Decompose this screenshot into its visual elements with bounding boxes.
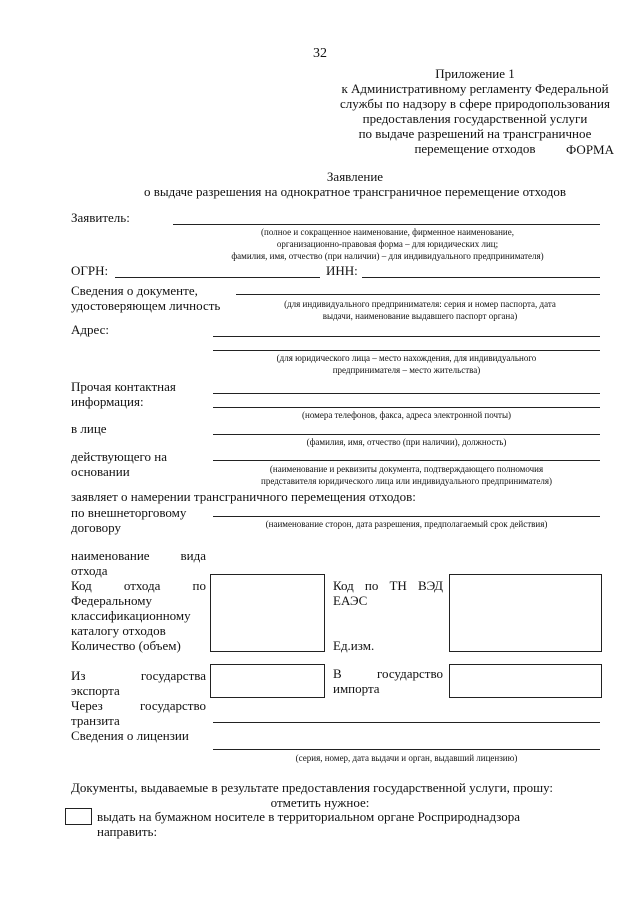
appendix-line1: Приложение 1 (435, 66, 515, 81)
contract-line2: договору (71, 520, 122, 535)
import-row (333, 666, 443, 681)
import-c: импорта (333, 681, 380, 696)
paper-option-checkbox[interactable] (65, 808, 92, 825)
contacts-field-1[interactable] (213, 393, 600, 394)
appendix-line2: к Административному регламенту Федеральной (341, 81, 609, 96)
basis-line1: действующего на (71, 449, 167, 464)
ogrn-label: ОГРН: (71, 263, 109, 278)
contract-label (71, 505, 186, 535)
declares-text: заявляет о намерении трансграничного перемещения отходов: (71, 489, 416, 504)
basis-label (71, 449, 167, 479)
license-hint: (серия, номер, дата выдачи и орган, выдавший лицензию) (295, 753, 518, 763)
fkko-a: Код (71, 578, 92, 593)
title-line1: Заявление (326, 169, 384, 184)
waste-name-a: наименование (71, 548, 150, 563)
unit-label: Ед.изм. (333, 638, 375, 653)
tnved-e: ЕАЭС (333, 593, 368, 608)
transit-a: Через (71, 698, 103, 713)
page-number: 32 (313, 46, 327, 61)
waste-name-row (71, 548, 206, 563)
appendix-line4: предоставления государственной услуги (362, 111, 588, 126)
tnved-code-box[interactable] (449, 574, 602, 652)
export-country-box[interactable] (210, 664, 325, 698)
import-country-box[interactable] (449, 664, 602, 698)
id-doc-hint (240, 298, 600, 322)
paper-option-label (97, 809, 520, 839)
contract-hint: (наименование сторон, дата разрешения, предполагаемый срок действия) (265, 519, 548, 529)
transit-b: государство (140, 698, 206, 713)
fkko-e: классификационному (71, 608, 191, 623)
person-field[interactable] (213, 434, 600, 435)
applicant-hint-line3: фамилия, имя, отчество (при наличии) – для индивидуального предпринимателя) (231, 251, 544, 261)
id-doc-field[interactable] (236, 294, 600, 295)
tnved-d: ВЭД (417, 578, 443, 593)
person-label: в лице (71, 421, 107, 436)
id-doc-label (71, 283, 220, 313)
license-label: Сведения о лицензии (71, 728, 189, 743)
basis-hint-line2: представителя юридического лица или индивидуального предпринимателя) (261, 476, 552, 486)
fkko-c: по (192, 578, 206, 593)
fkko-d: Федеральному (71, 593, 152, 608)
address-hint-line2: предпринимателя – место жительства) (332, 365, 481, 375)
address-hint-line1: (для юридического лица – место нахождения, для индивидуального (276, 353, 537, 363)
applicant-label: Заявитель: (71, 210, 130, 225)
contacts-line1: Прочая контактная (71, 379, 176, 394)
fkko-f: каталогу отходов (71, 623, 166, 638)
export-row (71, 668, 206, 683)
export-label (71, 668, 206, 698)
person-hint: (фамилия, имя, отчество (при наличии), должность) (306, 437, 507, 447)
waste-name-label (71, 548, 206, 578)
basis-field[interactable] (213, 460, 600, 461)
tnved-row (333, 578, 443, 593)
documents-line1: Документы, выдаваемые в результате предоставления государственной услуги, прошу: (71, 780, 554, 795)
tnved-a: Код (333, 578, 354, 593)
applicant-field[interactable] (173, 224, 600, 225)
address-field-2[interactable] (213, 350, 600, 351)
applicant-hint-line2: организационно-правовая форма – для юридических лиц; (276, 239, 499, 249)
waste-name-c: отхода (71, 563, 108, 578)
appendix-line3: службы по надзору в сфере природопользования (340, 96, 610, 111)
appendix-line5: по выдаче разрешений на трансграничное (358, 126, 592, 141)
basis-hint-line1: (наименование и реквизиты документа, подтверждающего полномочия (269, 464, 544, 474)
title-line2: о выдаче разрешения на однократное трансграничное перемещение отходов (143, 184, 566, 199)
transit-label (71, 698, 206, 728)
contacts-label (71, 379, 176, 409)
form-label: ФОРМА (566, 142, 614, 157)
id-doc-hint-line1: (для индивидуального предпринимателя: серия и номер паспорта, дата (284, 299, 556, 309)
inn-field[interactable] (362, 277, 600, 278)
fkko-label (71, 578, 206, 638)
transit-field[interactable] (213, 722, 600, 723)
id-doc-hint-line2: выдачи, наименование выдавшего паспорт органа) (322, 311, 518, 321)
address-field-1[interactable] (213, 336, 600, 337)
tnved-c: ТН (389, 578, 407, 593)
address-label: Адрес: (71, 322, 109, 337)
export-b: государства (140, 668, 206, 683)
address-hint (213, 352, 600, 376)
fkko-code-box[interactable] (210, 574, 325, 652)
contract-line1: по внешнеторговому (71, 505, 187, 520)
documents-line2: отметить нужное: (270, 795, 370, 810)
paper-option-line1: выдать на бумажном носителе в территориальном органе Росприроднадзора (97, 809, 521, 824)
export-a: Из (71, 668, 86, 683)
tnved-label (333, 578, 443, 608)
paper-option-line2: направить: (97, 824, 158, 839)
fkko-row (71, 578, 206, 593)
contract-field[interactable] (213, 516, 600, 517)
contacts-field-2[interactable] (213, 407, 600, 408)
import-label (333, 666, 443, 696)
tnved-b: по (364, 578, 379, 593)
appendix-line6: перемещение отходов (414, 141, 536, 156)
form-title (0, 169, 640, 199)
basis-line2: основании (71, 464, 130, 479)
waste-name-b: вида (180, 548, 206, 563)
applicant-hint (175, 226, 600, 262)
inn-label: ИНН: (326, 263, 358, 278)
quantity-label: Количество (объем) (71, 638, 181, 653)
import-b: государство (377, 666, 443, 681)
id-doc-line1: Сведения о документе, (71, 283, 198, 298)
basis-hint (213, 463, 600, 487)
contacts-line2: информация: (71, 394, 144, 409)
applicant-hint-line1: (полное и сокращенное наименование, фирменное наименование, (261, 227, 514, 237)
transit-row (71, 698, 206, 713)
id-doc-line2: удостоверяющем личность (71, 298, 221, 313)
contacts-hint: (номера телефонов, факса, адреса электронной почты) (302, 410, 511, 420)
ogrn-field[interactable] (115, 277, 320, 278)
transit-c: транзита (71, 713, 120, 728)
import-a: В (333, 666, 342, 681)
license-field[interactable] (213, 749, 600, 750)
export-c: экспорта (71, 683, 120, 698)
fkko-b: отхода (123, 578, 161, 593)
